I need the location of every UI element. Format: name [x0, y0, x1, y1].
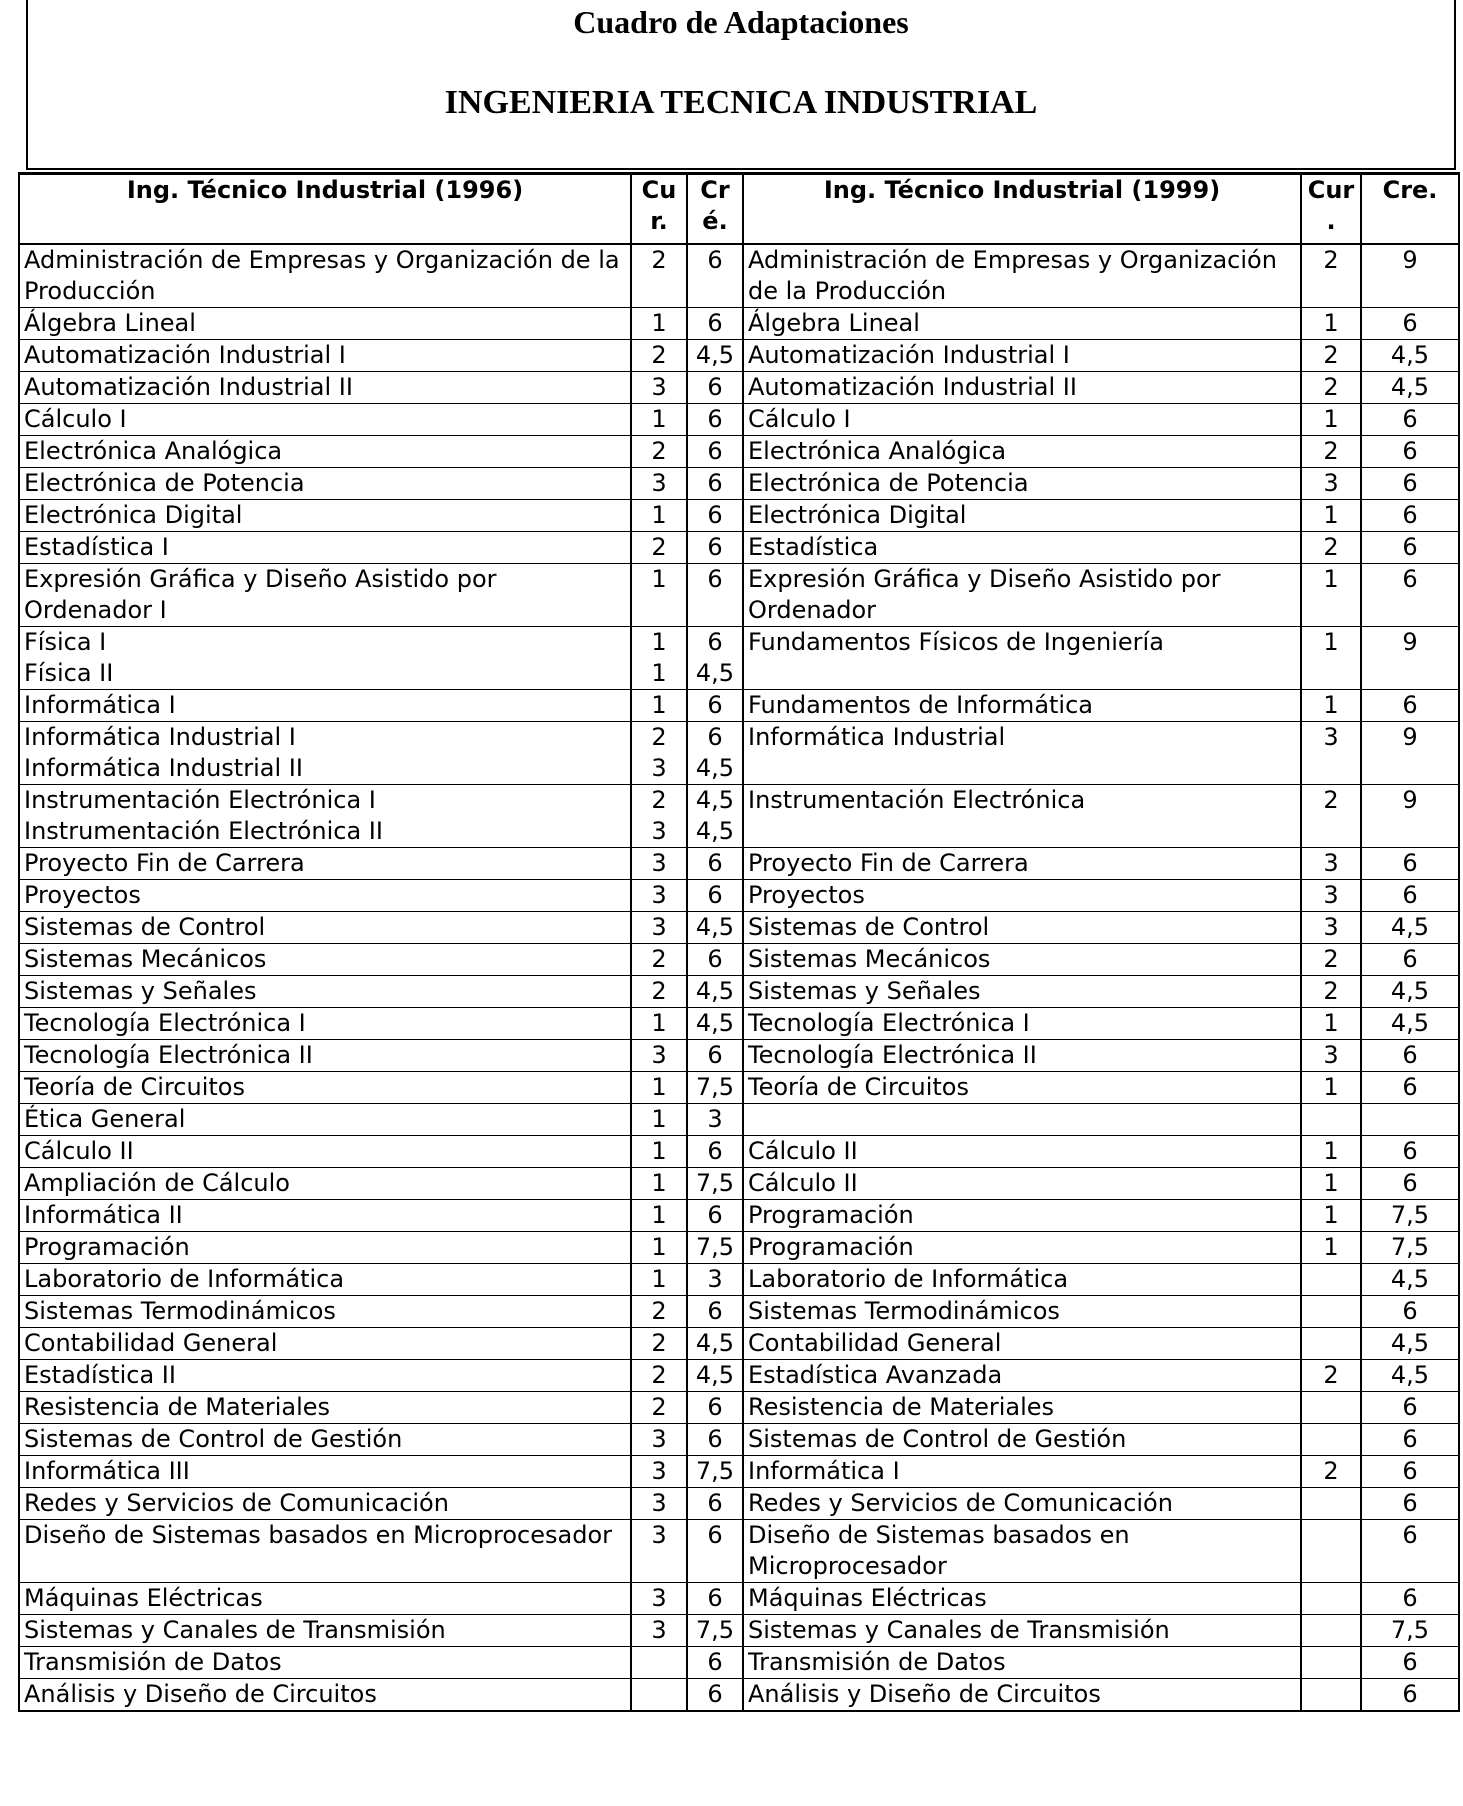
new-subject-cell: Transmisión de Datos	[743, 1647, 1301, 1679]
new-subject-cell: Administración de Empresas y Organización de la Producción	[743, 244, 1301, 308]
old-subject-cell: Sistemas y Señales	[19, 976, 631, 1008]
new-credits-cell: 6	[1361, 436, 1459, 468]
old-subject-cell: Estadística II	[19, 1360, 631, 1392]
new-subject-cell: Estadística Avanzada	[743, 1360, 1301, 1392]
new-subject-cell: Fundamentos Físicos de Ingeniería	[743, 627, 1301, 690]
table-row	[19, 564, 1459, 627]
new-course-cell	[1301, 1392, 1361, 1424]
header-old-credits: Cr é.	[687, 174, 743, 245]
old-credits-cell: 6	[687, 404, 743, 436]
new-subject-cell: Cálculo I	[743, 404, 1301, 436]
new-credits-cell: 6	[1361, 848, 1459, 880]
old-course-cell: 2	[631, 1328, 687, 1360]
new-subject-cell: Sistemas y Canales de Transmisión	[743, 1615, 1301, 1647]
old-subject-cell: Diseño de Sistemas basados en Microprocesador	[19, 1520, 631, 1583]
new-credits-cell: 6	[1361, 1296, 1459, 1328]
new-credits-cell: 4,5	[1361, 912, 1459, 944]
old-subject-cell: Electrónica Analógica	[19, 436, 631, 468]
old-subject-cell: Resistencia de Materiales	[19, 1392, 631, 1424]
old-credits-cell: 6	[687, 690, 743, 722]
table-row	[19, 1072, 1459, 1104]
old-subject-cell: Sistemas de Control de Gestión	[19, 1424, 631, 1456]
table-row	[19, 848, 1459, 880]
table-row	[19, 722, 1459, 785]
new-subject-cell: Sistemas de Control	[743, 912, 1301, 944]
old-credits-cell: 6	[687, 1200, 743, 1232]
old-subject-cell: Informática III	[19, 1456, 631, 1488]
old-course-cell: 1	[631, 1008, 687, 1040]
old-credits-cell: 6	[687, 1647, 743, 1679]
new-credits-cell: 6	[1361, 532, 1459, 564]
old-credits-cell: 4,5	[687, 1008, 743, 1040]
old-course-cell: 3	[631, 880, 687, 912]
old-subject-cell: Sistemas Mecánicos	[19, 944, 631, 976]
table-row	[19, 1136, 1459, 1168]
new-course-cell: 2	[1301, 372, 1361, 404]
new-course-cell: 2	[1301, 1360, 1361, 1392]
new-course-cell	[1301, 1424, 1361, 1456]
old-credits-cell: 6 4,5	[687, 722, 743, 785]
new-credits-cell: 7,5	[1361, 1232, 1459, 1264]
table-row	[19, 436, 1459, 468]
new-course-cell: 3	[1301, 912, 1361, 944]
table-row	[19, 1520, 1459, 1583]
new-credits-cell: 6	[1361, 308, 1459, 340]
table-row	[19, 468, 1459, 500]
table-row	[19, 1232, 1459, 1264]
new-subject-cell: Proyecto Fin de Carrera	[743, 848, 1301, 880]
table-row	[19, 1424, 1459, 1456]
new-subject-cell: Redes y Servicios de Comunicación	[743, 1488, 1301, 1520]
table-row	[19, 785, 1459, 848]
new-course-cell	[1301, 1488, 1361, 1520]
old-credits-cell: 6	[687, 244, 743, 308]
old-credits-cell: 4,5	[687, 1328, 743, 1360]
new-course-cell	[1301, 1296, 1361, 1328]
old-subject-cell: Cálculo I	[19, 404, 631, 436]
old-subject-cell: Cálculo II	[19, 1136, 631, 1168]
table-row	[19, 1679, 1459, 1712]
new-credits-cell: 7,5	[1361, 1200, 1459, 1232]
old-course-cell: 2	[631, 944, 687, 976]
old-subject-cell: Programación	[19, 1232, 631, 1264]
old-credits-cell: 6	[687, 944, 743, 976]
old-course-cell: 2 3	[631, 722, 687, 785]
old-course-cell: 2	[631, 976, 687, 1008]
new-subject-cell: Sistemas Mecánicos	[743, 944, 1301, 976]
old-credits-cell: 4,5	[687, 912, 743, 944]
new-subject-cell: Informática I	[743, 1456, 1301, 1488]
table-row	[19, 372, 1459, 404]
old-subject-cell: Expresión Gráfica y Diseño Asistido por Ordenador I	[19, 564, 631, 627]
old-subject-cell: Administración de Empresas y Organización de la Producción	[19, 244, 631, 308]
old-credits-cell: 6	[687, 372, 743, 404]
new-course-cell: 1	[1301, 1232, 1361, 1264]
new-subject-cell: Diseño de Sistemas basados en Microprocesador	[743, 1520, 1301, 1583]
new-course-cell	[1301, 1679, 1361, 1712]
new-subject-cell: Automatización Industrial I	[743, 340, 1301, 372]
new-course-cell: 2	[1301, 244, 1361, 308]
new-course-cell: 1	[1301, 404, 1361, 436]
old-credits-cell: 6	[687, 500, 743, 532]
header-old-plan: Ing. Técnico Industrial (1996)	[19, 174, 631, 245]
new-course-cell: 2	[1301, 340, 1361, 372]
old-course-cell: 1 1	[631, 627, 687, 690]
old-credits-cell: 6	[687, 468, 743, 500]
new-subject-cell: Tecnología Electrónica I	[743, 1008, 1301, 1040]
old-subject-cell: Sistemas Termodinámicos	[19, 1296, 631, 1328]
old-subject-cell: Estadística I	[19, 532, 631, 564]
old-course-cell: 3	[631, 1615, 687, 1647]
old-course-cell: 3	[631, 1040, 687, 1072]
table-row	[19, 1264, 1459, 1296]
table-row	[19, 1168, 1459, 1200]
old-course-cell: 1	[631, 404, 687, 436]
old-credits-cell: 7,5	[687, 1232, 743, 1264]
new-subject-cell: Automatización Industrial II	[743, 372, 1301, 404]
new-credits-cell	[1361, 1104, 1459, 1136]
old-credits-cell: 7,5	[687, 1615, 743, 1647]
old-credits-cell: 4,5	[687, 340, 743, 372]
table-row	[19, 690, 1459, 722]
old-course-cell: 1	[631, 690, 687, 722]
new-subject-cell: Proyectos	[743, 880, 1301, 912]
new-course-cell: 2	[1301, 436, 1361, 468]
new-credits-cell: 7,5	[1361, 1615, 1459, 1647]
old-subject-cell: Análisis y Diseño de Circuitos	[19, 1679, 631, 1712]
table-row	[19, 1615, 1459, 1647]
table-row	[19, 532, 1459, 564]
old-course-cell: 1	[631, 1104, 687, 1136]
old-credits-cell: 6	[687, 1679, 743, 1712]
new-subject-cell: Instrumentación Electrónica	[743, 785, 1301, 848]
old-subject-cell: Tecnología Electrónica II	[19, 1040, 631, 1072]
old-course-cell: 2	[631, 340, 687, 372]
old-credits-cell: 6	[687, 564, 743, 627]
table-row	[19, 1200, 1459, 1232]
old-course-cell: 1	[631, 500, 687, 532]
table-row	[19, 1583, 1459, 1615]
title-box	[26, 0, 1456, 170]
old-course-cell: 2	[631, 532, 687, 564]
old-credits-cell: 6	[687, 308, 743, 340]
old-credits-cell: 7,5	[687, 1168, 743, 1200]
old-credits-cell: 6	[687, 1583, 743, 1615]
old-course-cell: 1	[631, 1264, 687, 1296]
new-credits-cell: 6	[1361, 1392, 1459, 1424]
new-credits-cell: 6	[1361, 564, 1459, 627]
table-row	[19, 1040, 1459, 1072]
old-subject-cell: Ampliación de Cálculo	[19, 1168, 631, 1200]
table-row	[19, 340, 1459, 372]
new-course-cell: 1	[1301, 690, 1361, 722]
new-course-cell: 1	[1301, 1008, 1361, 1040]
new-subject-cell: Electrónica Digital	[743, 500, 1301, 532]
new-credits-cell: 6	[1361, 1040, 1459, 1072]
old-course-cell: 3	[631, 1424, 687, 1456]
old-subject-cell: Proyecto Fin de Carrera	[19, 848, 631, 880]
new-subject-cell: Análisis y Diseño de Circuitos	[743, 1679, 1301, 1712]
new-subject-cell	[743, 1104, 1301, 1136]
table-row	[19, 1104, 1459, 1136]
table-row	[19, 1296, 1459, 1328]
new-course-cell	[1301, 1583, 1361, 1615]
old-subject-cell: Máquinas Eléctricas	[19, 1583, 631, 1615]
new-course-cell	[1301, 1104, 1361, 1136]
new-course-cell: 1	[1301, 1168, 1361, 1200]
old-course-cell: 2	[631, 244, 687, 308]
old-credits-cell: 6	[687, 848, 743, 880]
old-subject-cell: Electrónica Digital	[19, 500, 631, 532]
old-credits-cell: 7,5	[687, 1456, 743, 1488]
new-credits-cell: 4,5	[1361, 1264, 1459, 1296]
new-subject-cell: Cálculo II	[743, 1168, 1301, 1200]
header-old-course: Cu r.	[631, 174, 687, 245]
header-new-course: Cur .	[1301, 174, 1361, 245]
new-subject-cell: Contabilidad General	[743, 1328, 1301, 1360]
new-course-cell	[1301, 1520, 1361, 1583]
old-credits-cell: 4,5	[687, 976, 743, 1008]
table-row	[19, 244, 1459, 308]
old-course-cell: 1	[631, 1232, 687, 1264]
new-credits-cell: 6	[1361, 1488, 1459, 1520]
new-course-cell	[1301, 1615, 1361, 1647]
adaptation-table	[18, 172, 1460, 1712]
new-course-cell: 3	[1301, 1040, 1361, 1072]
new-credits-cell: 6	[1361, 1072, 1459, 1104]
old-subject-cell: Contabilidad General	[19, 1328, 631, 1360]
old-course-cell: 1	[631, 308, 687, 340]
old-subject-cell: Electrónica de Potencia	[19, 468, 631, 500]
table-row	[19, 1328, 1459, 1360]
new-credits-cell: 6	[1361, 1456, 1459, 1488]
old-credits-cell: 6	[687, 436, 743, 468]
new-credits-cell: 6	[1361, 1520, 1459, 1583]
old-course-cell: 3	[631, 1456, 687, 1488]
new-subject-cell: Fundamentos de Informática	[743, 690, 1301, 722]
new-course-cell: 2	[1301, 976, 1361, 1008]
old-course-cell: 2	[631, 1360, 687, 1392]
table-row	[19, 1392, 1459, 1424]
new-course-cell: 1	[1301, 627, 1361, 690]
new-credits-cell: 9	[1361, 722, 1459, 785]
new-credits-cell: 6	[1361, 1168, 1459, 1200]
old-course-cell: 1	[631, 1072, 687, 1104]
old-course-cell: 3	[631, 372, 687, 404]
table-row	[19, 404, 1459, 436]
new-course-cell: 2	[1301, 944, 1361, 976]
new-credits-cell: 6	[1361, 500, 1459, 532]
header-row	[19, 174, 1459, 245]
new-course-cell: 3	[1301, 468, 1361, 500]
new-subject-cell: Teoría de Circuitos	[743, 1072, 1301, 1104]
old-credits-cell: 6	[687, 1136, 743, 1168]
new-credits-cell: 6	[1361, 468, 1459, 500]
old-course-cell: 1	[631, 564, 687, 627]
new-course-cell: 2	[1301, 1456, 1361, 1488]
new-course-cell: 2	[1301, 532, 1361, 564]
old-course-cell: 3	[631, 1488, 687, 1520]
old-subject-cell: Informática II	[19, 1200, 631, 1232]
new-credits-cell: 4,5	[1361, 372, 1459, 404]
old-credits-cell: 6 4,5	[687, 627, 743, 690]
table-row	[19, 880, 1459, 912]
new-course-cell: 3	[1301, 880, 1361, 912]
old-subject-cell: Automatización Industrial I	[19, 340, 631, 372]
old-credits-cell: 6	[687, 1392, 743, 1424]
document-subtitle: INGENIERIA TECNICA INDUSTRIAL	[444, 84, 1038, 121]
new-credits-cell: 6	[1361, 1583, 1459, 1615]
new-course-cell: 1	[1301, 564, 1361, 627]
old-subject-cell: Automatización Industrial II	[19, 372, 631, 404]
table-row	[19, 912, 1459, 944]
new-credits-cell: 6	[1361, 1424, 1459, 1456]
new-subject-cell: Resistencia de Materiales	[743, 1392, 1301, 1424]
new-credits-cell: 6	[1361, 1136, 1459, 1168]
old-credits-cell: 6	[687, 532, 743, 564]
new-credits-cell: 6	[1361, 1647, 1459, 1679]
new-credits-cell: 9	[1361, 244, 1459, 308]
old-course-cell: 3	[631, 1520, 687, 1583]
old-subject-cell: Laboratorio de Informática	[19, 1264, 631, 1296]
new-course-cell: 3	[1301, 848, 1361, 880]
old-credits-cell: 6	[687, 1296, 743, 1328]
old-credits-cell: 6	[687, 1488, 743, 1520]
old-course-cell: 2	[631, 436, 687, 468]
new-course-cell: 1	[1301, 1136, 1361, 1168]
new-subject-cell: Tecnología Electrónica II	[743, 1040, 1301, 1072]
new-subject-cell: Estadística	[743, 532, 1301, 564]
header-new-plan: Ing. Técnico Industrial (1999)	[743, 174, 1301, 245]
new-credits-cell: 6	[1361, 944, 1459, 976]
new-credits-cell: 6	[1361, 880, 1459, 912]
old-subject-cell: Informática I	[19, 690, 631, 722]
new-subject-cell: Laboratorio de Informática	[743, 1264, 1301, 1296]
table-row	[19, 500, 1459, 532]
old-course-cell: 3	[631, 1583, 687, 1615]
header-new-credits: Cre.	[1361, 174, 1459, 245]
old-credits-cell: 4,5	[687, 1360, 743, 1392]
new-subject-cell: Expresión Gráfica y Diseño Asistido por Ordenador	[743, 564, 1301, 627]
new-subject-cell: Informática Industrial	[743, 722, 1301, 785]
old-credits-cell: 3	[687, 1104, 743, 1136]
new-course-cell: 2	[1301, 785, 1361, 848]
old-course-cell: 3	[631, 912, 687, 944]
old-course-cell: 3	[631, 848, 687, 880]
new-course-cell	[1301, 1328, 1361, 1360]
old-subject-cell: Física I Física II	[19, 627, 631, 690]
new-course-cell	[1301, 1647, 1361, 1679]
new-credits-cell: 9	[1361, 785, 1459, 848]
old-course-cell: 1	[631, 1200, 687, 1232]
old-credits-cell: 6	[687, 880, 743, 912]
old-subject-cell: Proyectos	[19, 880, 631, 912]
new-credits-cell: 6	[1361, 1679, 1459, 1712]
table-row	[19, 627, 1459, 690]
new-course-cell	[1301, 1264, 1361, 1296]
new-subject-cell: Sistemas y Señales	[743, 976, 1301, 1008]
old-subject-cell: Transmisión de Datos	[19, 1647, 631, 1679]
new-credits-cell: 4,5	[1361, 1008, 1459, 1040]
old-course-cell	[631, 1647, 687, 1679]
old-course-cell: 2 3	[631, 785, 687, 848]
old-course-cell: 2	[631, 1392, 687, 1424]
old-subject-cell: Teoría de Circuitos	[19, 1072, 631, 1104]
old-subject-cell: Álgebra Lineal	[19, 308, 631, 340]
document-title: Cuadro de Adaptaciones	[573, 4, 909, 40]
new-course-cell: 1	[1301, 1200, 1361, 1232]
old-credits-cell: 6	[687, 1040, 743, 1072]
old-credits-cell: 4,5 4,5	[687, 785, 743, 848]
old-subject-cell: Sistemas y Canales de Transmisión	[19, 1615, 631, 1647]
new-course-cell: 1	[1301, 308, 1361, 340]
new-credits-cell: 6	[1361, 690, 1459, 722]
old-subject-cell: Informática Industrial I Informática Industrial II	[19, 722, 631, 785]
new-subject-cell: Programación	[743, 1232, 1301, 1264]
old-credits-cell: 6	[687, 1424, 743, 1456]
new-subject-cell: Sistemas de Control de Gestión	[743, 1424, 1301, 1456]
old-course-cell: 1	[631, 1168, 687, 1200]
new-credits-cell: 4,5	[1361, 1328, 1459, 1360]
new-credits-cell: 4,5	[1361, 340, 1459, 372]
old-course-cell: 1	[631, 1136, 687, 1168]
old-subject-cell: Instrumentación Electrónica I Instrumentación Electrónica II	[19, 785, 631, 848]
old-subject-cell: Ética General	[19, 1104, 631, 1136]
table-row	[19, 944, 1459, 976]
new-course-cell: 1	[1301, 1072, 1361, 1104]
table-row	[19, 1008, 1459, 1040]
old-credits-cell: 6	[687, 1520, 743, 1583]
table-row	[19, 1488, 1459, 1520]
new-subject-cell: Álgebra Lineal	[743, 308, 1301, 340]
new-subject-cell: Programación	[743, 1200, 1301, 1232]
old-subject-cell: Redes y Servicios de Comunicación	[19, 1488, 631, 1520]
old-course-cell: 2	[631, 1296, 687, 1328]
old-credits-cell: 3	[687, 1264, 743, 1296]
new-credits-cell: 9	[1361, 627, 1459, 690]
old-credits-cell: 7,5	[687, 1072, 743, 1104]
new-subject-cell: Electrónica de Potencia	[743, 468, 1301, 500]
old-course-cell: 3	[631, 468, 687, 500]
table-row	[19, 1360, 1459, 1392]
new-credits-cell: 6	[1361, 404, 1459, 436]
new-course-cell: 1	[1301, 500, 1361, 532]
old-subject-cell: Tecnología Electrónica I	[19, 1008, 631, 1040]
table-row	[19, 1647, 1459, 1679]
new-subject-cell: Máquinas Eléctricas	[743, 1583, 1301, 1615]
new-course-cell: 3	[1301, 722, 1361, 785]
new-subject-cell: Electrónica Analógica	[743, 436, 1301, 468]
table-row	[19, 1456, 1459, 1488]
old-subject-cell: Sistemas de Control	[19, 912, 631, 944]
new-credits-cell: 4,5	[1361, 976, 1459, 1008]
new-subject-cell: Sistemas Termodinámicos	[743, 1296, 1301, 1328]
new-subject-cell: Cálculo II	[743, 1136, 1301, 1168]
table-row	[19, 976, 1459, 1008]
old-course-cell	[631, 1679, 687, 1712]
new-credits-cell: 4,5	[1361, 1360, 1459, 1392]
table-row	[19, 308, 1459, 340]
